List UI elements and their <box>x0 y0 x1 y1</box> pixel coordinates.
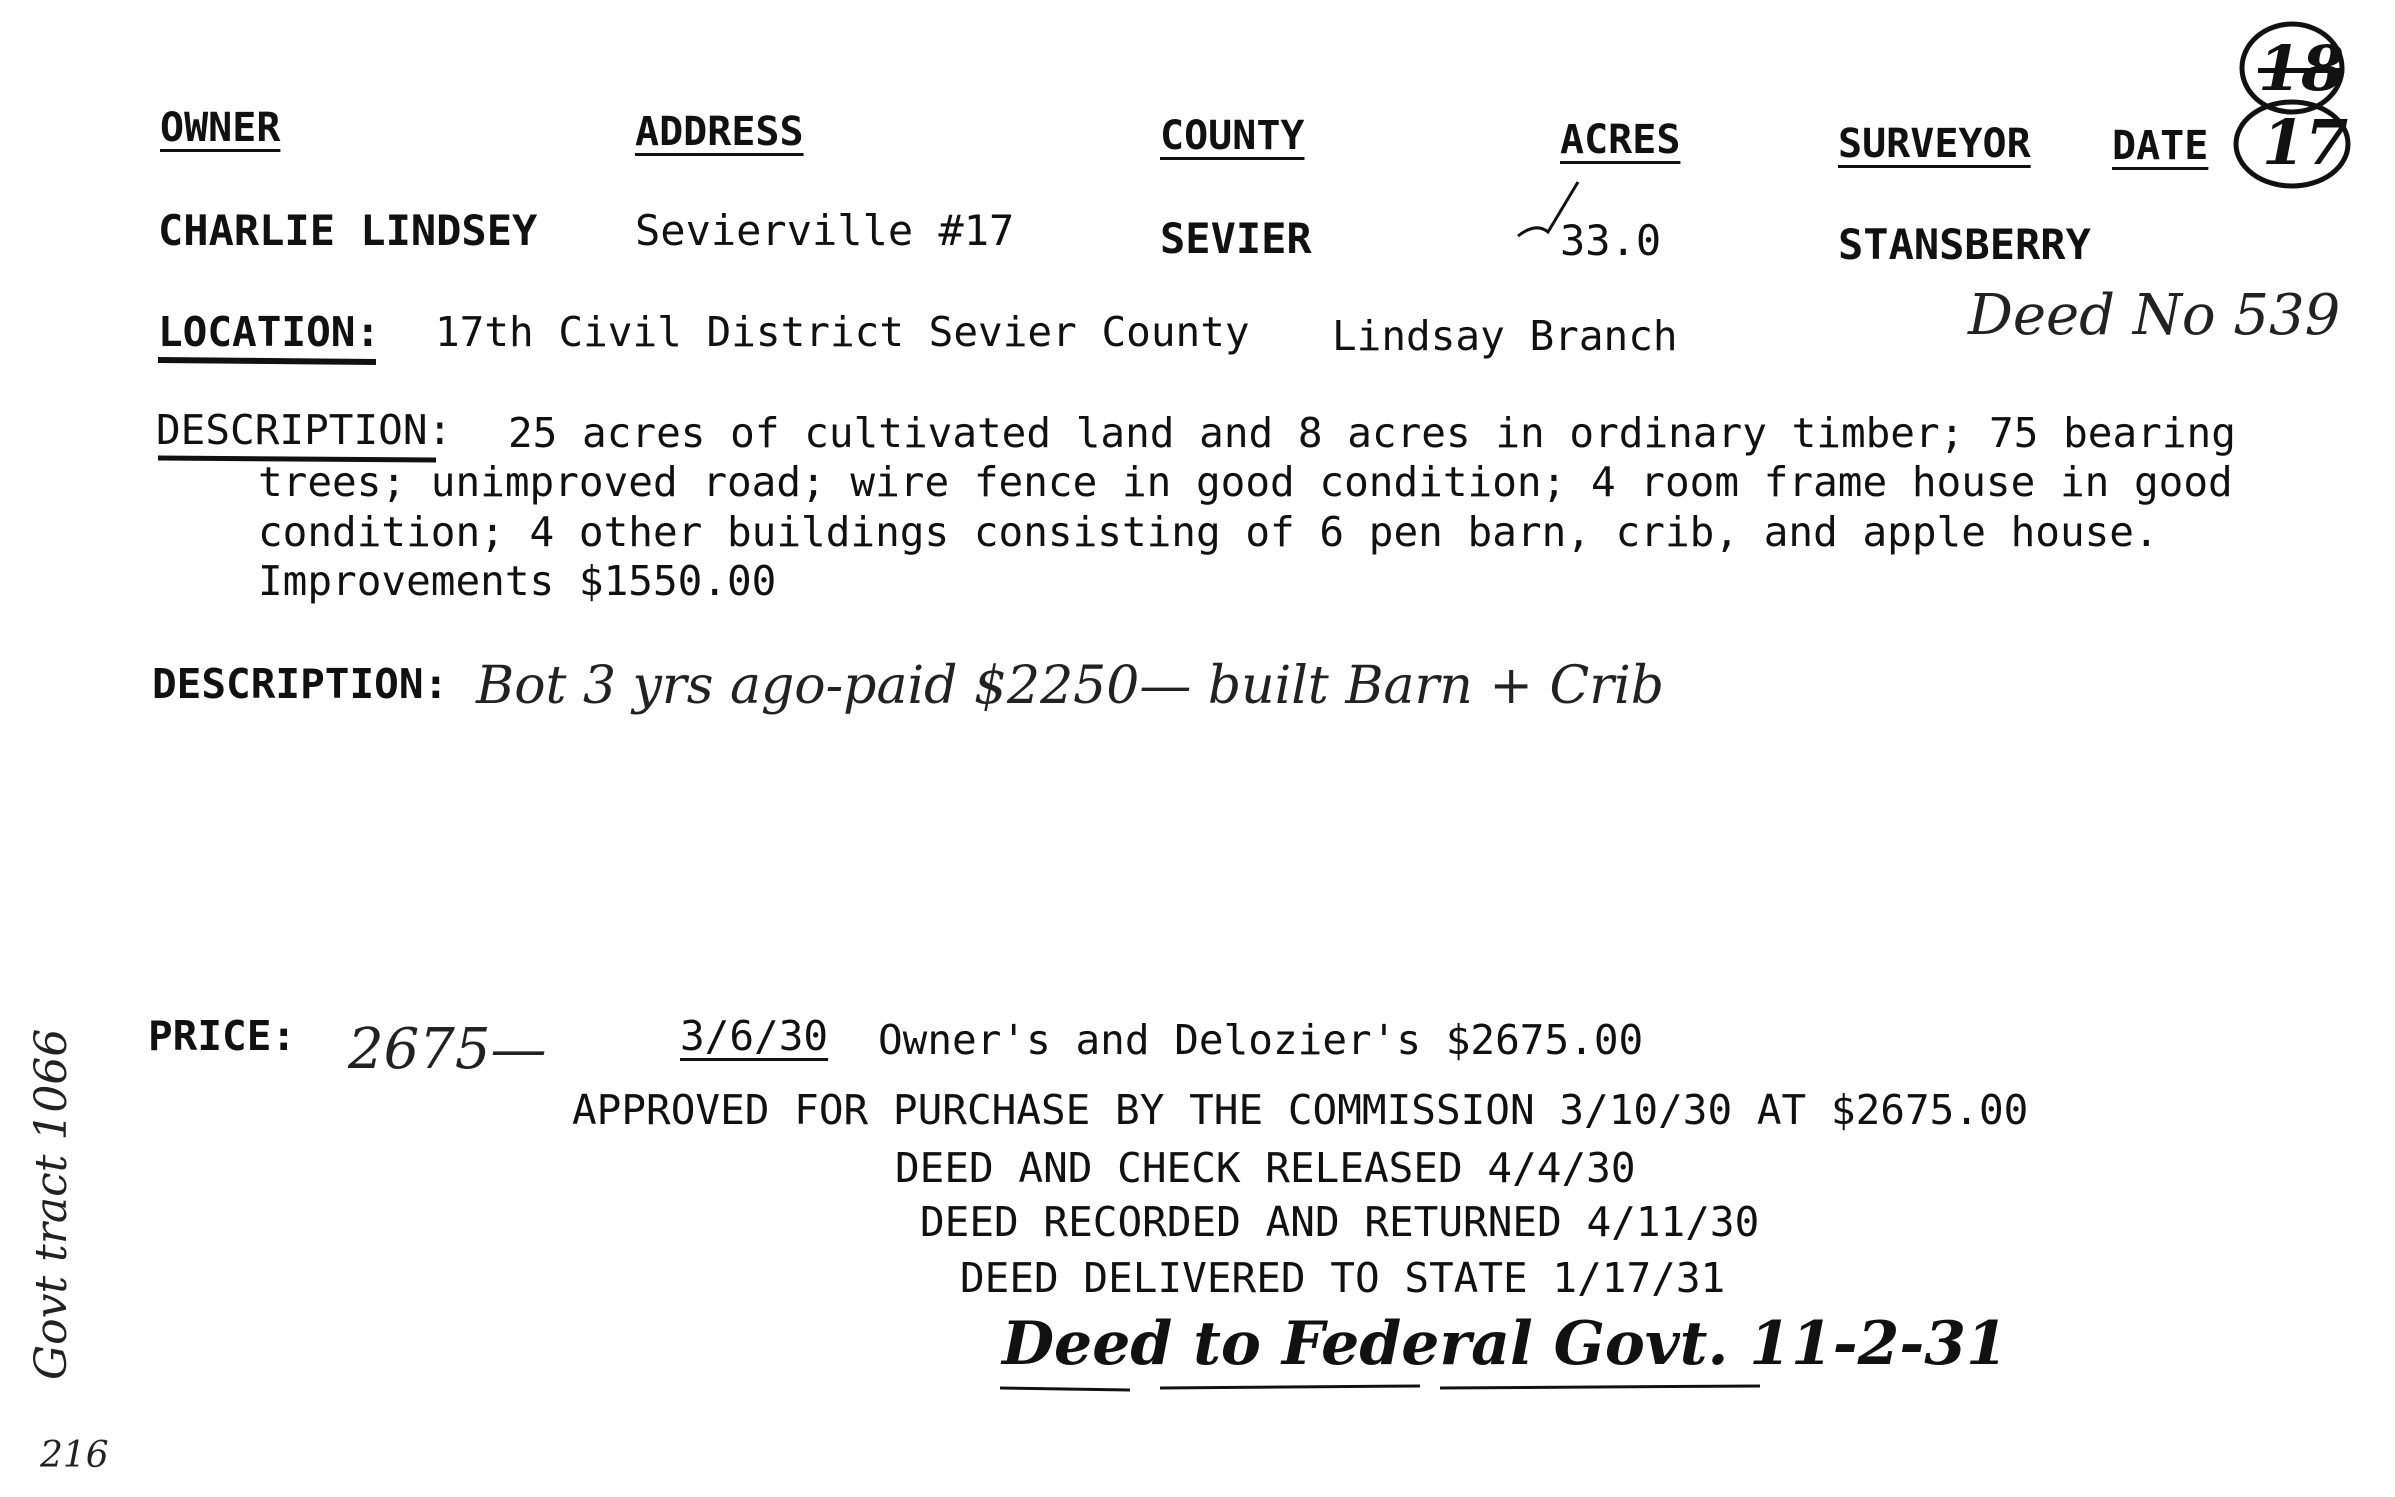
address-header: ADDRESS <box>635 109 804 155</box>
description-underline <box>158 458 436 460</box>
surveyor-value: STANSBERRY <box>1838 220 2091 269</box>
surveyor-header: SURVEYOR <box>1838 121 2031 167</box>
description-line-3: condition; 4 other buildings consisting of 6 pen barn, crib, and apple house. <box>258 508 2159 556</box>
crossed-number: 18 <box>2258 32 2345 105</box>
acres-header: ACRES <box>1560 117 1681 163</box>
description-label: DESCRIPTION: <box>156 406 453 454</box>
price-owners-text: Owner's and Delozier's $2675.00 <box>878 1016 1644 1064</box>
status-federal: Deed to Federal Govt. 11-2-31 <box>1002 1309 2008 1379</box>
circled-number-circle <box>2236 102 2348 186</box>
status-released: DEED AND CHECK RELEASED 4/4/30 <box>895 1144 1636 1192</box>
circled-number: 17 <box>2262 106 2349 179</box>
acres-value: 33.0 <box>1560 216 1662 265</box>
location-branch: Lindsay Branch <box>1332 312 1678 360</box>
description2-label: DESCRIPTION: <box>152 660 449 708</box>
federal-underline-2 <box>1160 1386 1420 1388</box>
federal-underline-3 <box>1440 1386 1760 1388</box>
description-line-2: trees; unimproved road; wire fence in good condition; 4 room frame house in good <box>258 458 2233 506</box>
federal-underline-1 <box>1000 1388 1130 1390</box>
address-value: Sevierville #17 <box>635 206 1015 255</box>
description2-handwritten: Bot 3 yrs ago-paid $2250— built Barn + Crib <box>476 656 1665 716</box>
price-handwritten: 2675— <box>348 1017 547 1082</box>
status-approved: APPROVED FOR PURCHASE BY THE COMMISSION 3/10/30 AT $2675.00 <box>572 1086 2029 1134</box>
acres-check-mark <box>1518 182 1578 236</box>
side-margin-note: Govt tract 1066 <box>26 1028 77 1380</box>
date-header: DATE <box>2112 123 2209 169</box>
status-delivered: DEED DELIVERED TO STATE 1/17/31 <box>960 1254 1726 1302</box>
deed-number-note: Deed No 539 <box>1968 283 2341 348</box>
page-number-note: 216 <box>40 1435 109 1476</box>
description-line-1: 25 acres of cultivated land and 8 acres in ordinary timber; 75 bearing <box>508 409 2236 457</box>
price-label: PRICE: <box>148 1012 297 1060</box>
owner-value: CHARLIE LINDSEY <box>158 206 538 255</box>
county-header: COUNTY <box>1160 113 1305 159</box>
county-value: SEVIER <box>1160 214 1312 263</box>
location-underline <box>158 360 376 362</box>
location-district: 17th Civil District Sevier County <box>435 308 1250 356</box>
price-date: 3/6/30 <box>680 1012 829 1060</box>
crossed-number-circle <box>2242 24 2345 112</box>
description-line-4: Improvements $1550.00 <box>258 557 777 605</box>
status-recorded: DEED RECORDED AND RETURNED 4/11/30 <box>920 1198 1760 1246</box>
location-label: LOCATION: <box>158 308 381 356</box>
owner-header: OWNER <box>160 105 281 151</box>
